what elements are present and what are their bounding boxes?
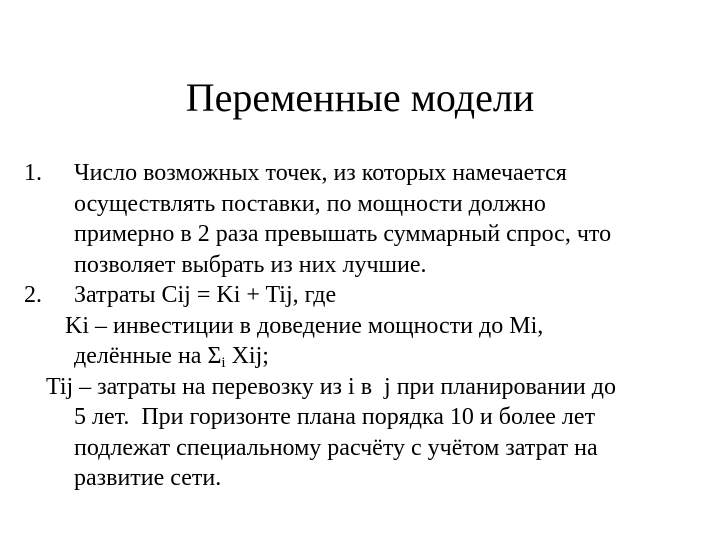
ki-definition-text: Ki – инвестиции в доведение мощности до Mi, bbox=[65, 312, 544, 339]
tij-definition-text: подлежат специальному расчёту с учётом затрат на bbox=[74, 434, 598, 461]
list-number: 1. bbox=[24, 160, 42, 186]
list-item-1-line-1 bbox=[0, 158, 720, 189]
tij-definition-line-1 bbox=[0, 372, 720, 403]
list-text: позволяет выбрать из них лучшие. bbox=[74, 251, 427, 278]
list-number: 2. bbox=[24, 282, 42, 308]
list-item-1-line-2 bbox=[0, 189, 720, 220]
slide-title: Переменные модели bbox=[185, 75, 535, 120]
list-item-1-line-4 bbox=[0, 250, 720, 281]
ki-definition-line-1 bbox=[0, 311, 720, 342]
list-text: осуществлять поставки, по мощности должно bbox=[74, 190, 546, 217]
tij-definition-line-4 bbox=[0, 463, 720, 494]
ki-definition-line-2 bbox=[0, 341, 720, 372]
list-item-2-line-1 bbox=[0, 280, 720, 311]
list-item-1-line-3 bbox=[0, 219, 720, 250]
tij-definition-text: развитие сети. bbox=[74, 465, 222, 491]
list-text: примерно в 2 раза превышать суммарный спрос, что bbox=[74, 221, 612, 247]
ki-definition-prefix: делённые на Σ bbox=[74, 343, 222, 369]
tij-definition-line-2 bbox=[0, 402, 720, 433]
list-text: Число возможных точек, из которых намечается bbox=[74, 160, 567, 186]
tij-definition-text: 5 лет. При горизонте плана порядка 10 и более лет bbox=[74, 404, 596, 430]
tij-definition-text: Tij – затраты на перевозку из i в j при планировании до bbox=[46, 373, 616, 400]
tij-definition-line-3 bbox=[0, 433, 720, 464]
ki-definition-suffix: Xij; bbox=[225, 343, 269, 369]
list-text: Затраты Cij = Ki + Tij, где bbox=[74, 282, 337, 308]
sum-subscript: i bbox=[221, 355, 226, 371]
slide-content bbox=[0, 158, 720, 494]
